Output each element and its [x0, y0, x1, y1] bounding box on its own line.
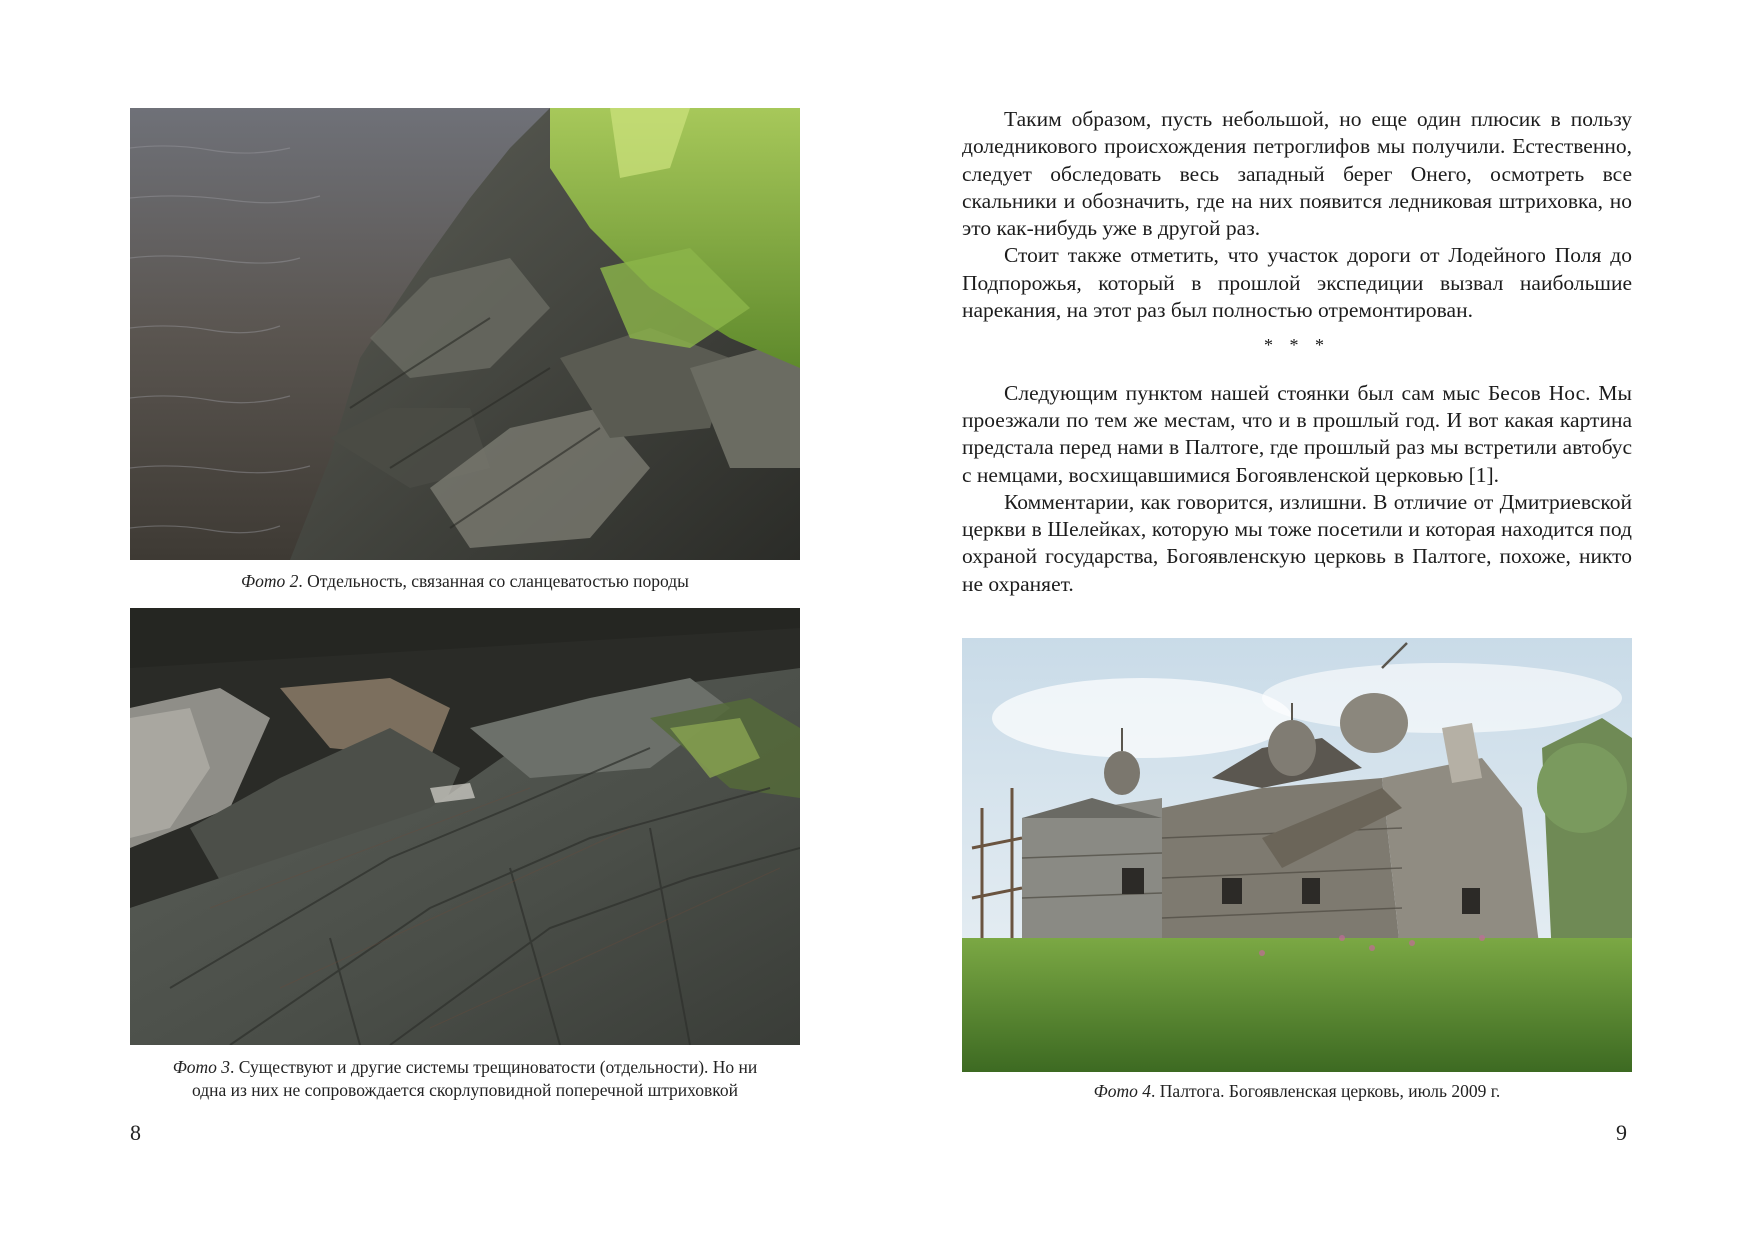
photo-3-flat-rock [130, 608, 800, 1045]
flat-rock-surface-icon [130, 608, 800, 1045]
photo-3-caption-line2: одна из них не сопровождается скорлуповидной поперечной штриховкой [192, 1080, 738, 1100]
ruined-wooden-church-icon [962, 638, 1632, 1072]
photo-4-label: Фото 4 [1093, 1081, 1152, 1101]
page-number-right: 9 [1616, 1120, 1627, 1145]
photo-3-caption [124, 1056, 806, 1102]
photo-2-caption [130, 570, 800, 593]
paragraph-3: Следующим пунктом нашей стоянки был сам мыс Бесов Нос. Мы проезжали по тем же местам, что и в прошлый год. И вот какая картина предстала перед нами в Палтоге, где прошлый раз мы встретили автобус с немцами, восхищавшимися Богоявленской церковью [1]. [962, 380, 1632, 487]
photo-4-caption [962, 1080, 1632, 1103]
paragraph-2: Стоит также отметить, что участок дороги от Лодейного Поля до Подпорожья, который в прошлой экспедиции вызвал наибольшие нарекания, на этот раз был полностью отремонтирован. [962, 243, 1632, 323]
page-number-left: 8 [130, 1120, 141, 1145]
photo-4-caption-text: . Палтога. Богоявленская церковь, июль 2009 г. [1151, 1081, 1501, 1101]
paragraph-4: Комментарии, как говорится, излишни. В отличие от Дмитриевской церкви в Шелейках, которую мы тоже посетили и которая находится под охраной государства, Богоявленскую церковь в Палтоге, похоже, никто не охраняет. [962, 489, 1632, 596]
rocky-shore-with-water-icon [130, 108, 800, 560]
photo-2-rocky-shore [130, 108, 800, 560]
photo-2-caption-text: . Отдельность, связанная со сланцеватостью породы [298, 571, 689, 591]
paragraph-1: Таким образом, пусть небольшой, но еще один плюсик в пользу доледникового происхождения петроглифов мы получили. Естественно, следует обследовать весь западный берег Онего, осмотреть все скальники и обозначить, где на них появится ледниковая штриховка, но это как-нибудь уже в другой раз. [962, 107, 1632, 241]
photo-4-church [962, 638, 1632, 1072]
photo-3-caption-line1: . Существуют и другие системы трещиноватости (отдельности). Но ни [230, 1057, 758, 1077]
photo-2-label: Фото 2 [241, 571, 299, 591]
section-separator: * * * [1264, 335, 1330, 356]
photo-3-label: Фото 3 [172, 1057, 231, 1077]
article-text [962, 106, 1632, 598]
